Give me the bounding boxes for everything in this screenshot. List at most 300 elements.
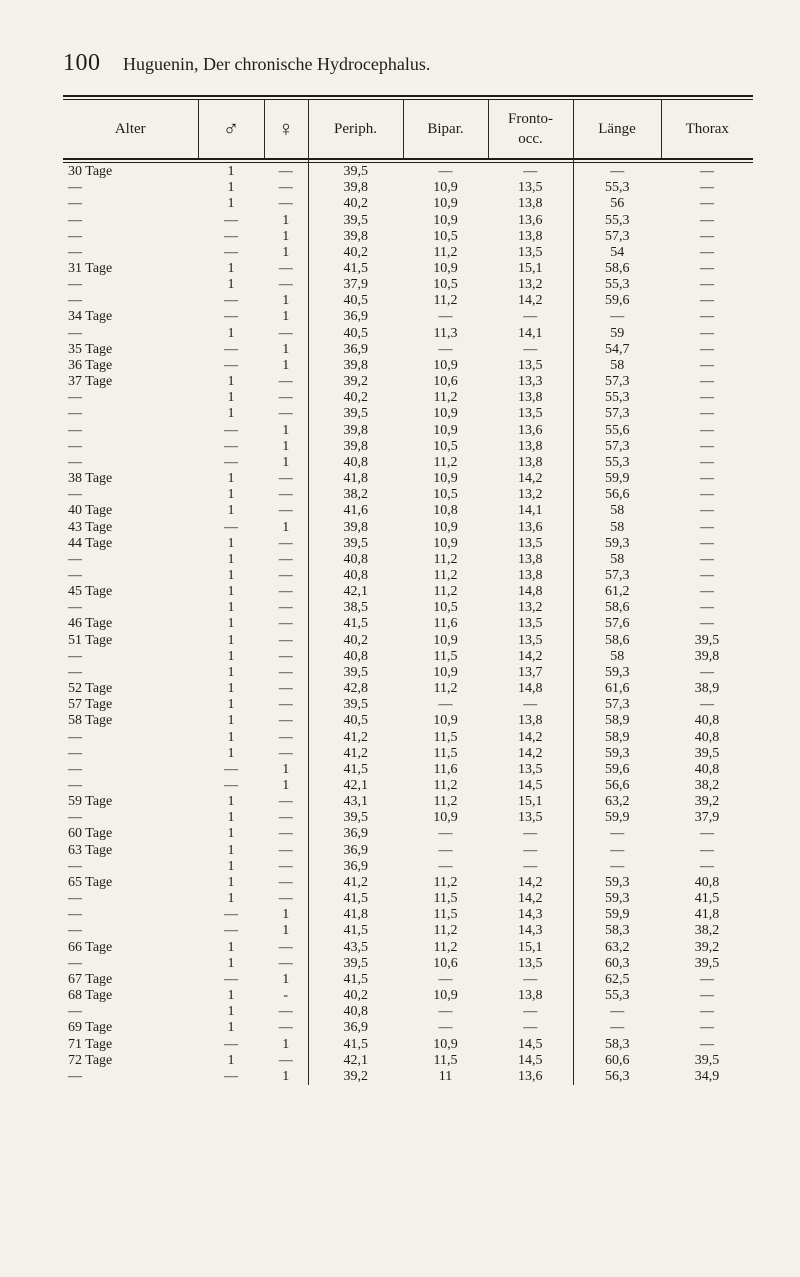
cell-bipar: 10,8 — [433, 503, 458, 519]
cell-thorax: — — [700, 390, 714, 406]
cell-thorax: — — [700, 164, 714, 180]
table-row — [63, 212, 753, 228]
table-row — [63, 681, 753, 697]
cell-laenge: 57,3 — [573, 697, 661, 713]
table-row — [63, 794, 753, 810]
cell-male: 1 — [227, 891, 235, 907]
cell-laenge: 55,3 — [573, 277, 661, 293]
cell-thorax: — — [700, 826, 714, 842]
cell-thorax: — — [700, 309, 714, 325]
cell-alter: — — [68, 745, 82, 761]
cell-male: 1 — [227, 826, 235, 842]
cell-thorax: 40,8 — [694, 874, 720, 890]
table-header-row — [63, 100, 753, 158]
cell-laenge: 58,6 — [573, 261, 661, 277]
cell-male: 1 — [227, 874, 235, 890]
cell-alter: — — [68, 422, 82, 438]
cell-female: 1 — [282, 778, 290, 794]
cell-thorax: — — [700, 261, 714, 277]
table-row — [63, 1036, 753, 1052]
cell-thorax: — — [700, 196, 714, 212]
cell-periph: 41,5 — [308, 261, 403, 277]
cell-laenge: 57,3 — [573, 568, 661, 584]
cell-bipar: 11,6 — [433, 616, 458, 632]
cell-laenge: 58 — [573, 552, 661, 568]
cell-periph: 42,1 — [308, 584, 403, 600]
cell-female: — — [278, 1004, 293, 1020]
cell-periph: 41,5 — [308, 762, 403, 778]
cell-female: — — [278, 842, 293, 858]
cell-female: — — [278, 826, 293, 842]
cell-periph: 39,2 — [308, 1069, 403, 1085]
cell-laenge: 56,3 — [573, 1069, 661, 1085]
cell-bipar: 10,9 — [433, 180, 458, 196]
cell-fronto-occ: 15,1 — [518, 794, 543, 810]
cell-fronto-occ: — — [523, 1004, 538, 1020]
cell-bipar: 11,2 — [433, 551, 458, 567]
cell-fronto-occ: — — [523, 826, 538, 842]
cell-female: — — [278, 810, 293, 826]
cell-periph: 36,9 — [308, 826, 403, 842]
cell-bipar: 10,6 — [433, 955, 458, 971]
cell-fronto-occ: 13,5 — [518, 244, 543, 260]
cell-female: — — [278, 584, 293, 600]
cell-bipar: 10,9 — [433, 519, 458, 535]
cell-male: — — [224, 309, 238, 325]
cell-bipar: 11,2 — [433, 293, 458, 309]
cell-female: — — [278, 261, 293, 277]
cell-male: 1 — [227, 664, 235, 680]
cell-periph: 40,5 — [308, 326, 403, 342]
cell-laenge: 59,9 — [573, 471, 661, 487]
cell-male: 1 — [227, 632, 235, 648]
column-header-male: ♂ — [198, 100, 264, 158]
cell-thorax: — — [700, 1004, 714, 1020]
cell-thorax: — — [700, 325, 714, 341]
cell-thorax: 39,5 — [694, 745, 720, 761]
cell-male: 1 — [227, 180, 235, 196]
cell-periph: 43,1 — [308, 794, 403, 810]
cell-female: 1 — [282, 454, 290, 470]
cell-fronto-occ: — — [523, 164, 538, 180]
cell-fronto-occ: — — [523, 697, 538, 713]
cell-male: 1 — [227, 681, 235, 697]
table-row — [63, 713, 753, 729]
cell-bipar: 11 — [438, 1068, 453, 1084]
cell-female: 1 — [282, 357, 290, 373]
cell-bipar: 11,2 — [433, 923, 458, 939]
cell-alter: — — [68, 664, 82, 680]
cell-alter: — — [68, 761, 82, 777]
cell-alter: 58 Tage — [68, 713, 113, 729]
cell-thorax: 37,9 — [694, 810, 720, 826]
cell-laenge: 55,3 — [573, 212, 661, 228]
cell-male: — — [224, 422, 238, 438]
table-row — [63, 729, 753, 745]
cell-periph: 39,2 — [308, 374, 403, 390]
cell-alter: 51 Tage — [68, 632, 113, 648]
cell-male: 1 — [227, 196, 235, 212]
cell-laenge: 55,3 — [573, 180, 661, 196]
cell-fronto-occ: 13,6 — [518, 519, 543, 535]
cell-periph: 40,8 — [308, 552, 403, 568]
cell-laenge: 62,5 — [573, 972, 661, 988]
cell-male: — — [224, 1068, 238, 1084]
cell-female: — — [278, 858, 293, 874]
page-header — [63, 50, 763, 82]
cell-bipar: 11,2 — [433, 778, 458, 794]
cell-male: 1 — [227, 697, 235, 713]
cell-periph: 39,5 — [308, 956, 403, 972]
cell-alter: — — [68, 600, 82, 616]
cell-alter: 35 Tage — [68, 341, 113, 357]
table-row — [63, 229, 753, 245]
cell-female: — — [278, 374, 293, 390]
cell-fronto-occ: 13,8 — [518, 551, 543, 567]
cell-alter: 43 Tage — [68, 519, 113, 535]
cell-female: — — [278, 713, 293, 729]
cell-laenge: 55,3 — [573, 390, 661, 406]
table-row — [63, 843, 753, 859]
fronto-line-2: occ. — [518, 131, 543, 147]
cell-laenge: 63,2 — [573, 940, 661, 956]
cell-laenge: 59,3 — [573, 536, 661, 552]
cell-periph: 41,5 — [308, 923, 403, 939]
cell-fronto-occ: 14,2 — [518, 874, 543, 890]
cell-bipar: 11,5 — [433, 729, 458, 745]
cell-male: — — [224, 454, 238, 470]
cell-periph: 42,1 — [308, 1053, 403, 1069]
cell-bipar: 10,5 — [433, 438, 458, 454]
cell-fronto-occ: 14,5 — [518, 778, 543, 794]
cell-fronto-occ: 13,8 — [518, 988, 543, 1004]
cell-male: 1 — [227, 567, 235, 583]
table-row — [63, 584, 753, 600]
cell-fronto-occ: 13,6 — [518, 422, 543, 438]
cell-male: 1 — [227, 648, 235, 664]
cell-bipar: 11,2 — [433, 567, 458, 583]
cell-bipar: 11,2 — [433, 874, 458, 890]
cell-periph: 41,2 — [308, 729, 403, 745]
cell-alter: — — [68, 244, 82, 260]
cell-alter: 71 Tage — [68, 1036, 113, 1052]
cell-fronto-occ: 13,2 — [518, 600, 543, 616]
cell-female: — — [278, 1020, 293, 1036]
cell-laenge: 61,6 — [573, 681, 661, 697]
table-row — [63, 1004, 753, 1020]
cell-fronto-occ: 13,8 — [518, 567, 543, 583]
cell-bipar: 10,5 — [433, 228, 458, 244]
cell-alter: 44 Tage — [68, 535, 113, 551]
cell-periph: 40,2 — [308, 245, 403, 261]
cell-laenge: 55,3 — [573, 988, 661, 1004]
cell-laenge: 56 — [573, 196, 661, 212]
cell-male: 1 — [227, 616, 235, 632]
cell-alter: — — [68, 454, 82, 470]
table-row — [63, 342, 753, 358]
cell-female: — — [278, 567, 293, 583]
cell-laenge: — — [573, 309, 661, 325]
table-row — [63, 1020, 753, 1036]
cell-thorax: — — [700, 406, 714, 422]
table-row — [63, 358, 753, 374]
table-row — [63, 891, 753, 907]
cell-laenge: 59 — [573, 326, 661, 342]
cell-periph: 39,5 — [308, 665, 403, 681]
cell-bipar: 10,9 — [433, 212, 458, 228]
cell-female: 1 — [282, 244, 290, 260]
cell-fronto-occ: 13,5 — [518, 180, 543, 196]
cell-female: — — [278, 277, 293, 293]
table-row — [63, 762, 753, 778]
cell-alter: — — [68, 390, 82, 406]
cell-male: — — [224, 341, 238, 357]
cell-bipar: 11,5 — [433, 745, 458, 761]
table-row — [63, 158, 753, 180]
cell-bipar: — — [438, 697, 453, 713]
cell-laenge: 59,3 — [573, 875, 661, 891]
cell-bipar: 11,2 — [433, 244, 458, 260]
table-row — [63, 568, 753, 584]
cell-periph: 40,5 — [308, 293, 403, 309]
cell-male: — — [224, 293, 238, 309]
cell-male: 1 — [227, 794, 235, 810]
cell-alter: — — [68, 1068, 82, 1084]
cell-laenge: 59,3 — [573, 746, 661, 762]
cell-alter: — — [68, 551, 82, 567]
cell-alter: 34 Tage — [68, 309, 113, 325]
cell-periph: 39,5 — [308, 158, 403, 180]
cell-male: — — [224, 212, 238, 228]
cell-female: — — [278, 874, 293, 890]
cell-thorax: — — [700, 454, 714, 470]
table-row — [63, 406, 753, 422]
cell-alter: — — [68, 729, 82, 745]
table-row — [63, 826, 753, 842]
table-row — [63, 390, 753, 406]
cell-bipar: — — [438, 1020, 453, 1036]
table-row — [63, 261, 753, 277]
cell-bipar: 10,6 — [433, 374, 458, 390]
cell-thorax: 40,8 — [694, 729, 720, 745]
table-row — [63, 649, 753, 665]
cell-alter: 45 Tage — [68, 584, 113, 600]
cell-thorax: — — [700, 374, 714, 390]
cell-thorax: — — [700, 971, 714, 987]
cell-bipar: 11,2 — [433, 390, 458, 406]
cell-male: — — [224, 357, 238, 373]
cell-fronto-occ: 14,8 — [518, 584, 543, 600]
cell-laenge: 57,3 — [573, 406, 661, 422]
cell-fronto-occ: 13,6 — [518, 1068, 543, 1084]
cell-female: — — [278, 681, 293, 697]
cell-alter: — — [68, 487, 82, 503]
cell-male: 1 — [227, 164, 235, 180]
column-header-laenge: Länge — [573, 100, 661, 158]
cell-alter: — — [68, 293, 82, 309]
cell-thorax: — — [700, 1020, 714, 1036]
cell-laenge: 59,3 — [573, 891, 661, 907]
cell-male: — — [224, 907, 238, 923]
cell-laenge: 59,9 — [573, 907, 661, 923]
cell-male: 1 — [227, 390, 235, 406]
cell-male: 1 — [227, 487, 235, 503]
table-row — [63, 665, 753, 681]
table-top-rule — [63, 95, 753, 97]
cell-male: 1 — [227, 939, 235, 955]
cell-female: 1 — [282, 228, 290, 244]
cell-female: — — [278, 164, 293, 180]
cell-fronto-occ: 14,2 — [518, 293, 543, 309]
cell-fronto-occ: 14,2 — [518, 891, 543, 907]
cell-female: — — [278, 648, 293, 664]
table-row — [63, 309, 753, 325]
cell-female: 1 — [282, 923, 290, 939]
table-row — [63, 810, 753, 826]
fronto-line-1: Fronto- — [508, 111, 553, 127]
cell-male: 1 — [227, 471, 235, 487]
cell-male: 1 — [227, 600, 235, 616]
cell-alter: 46 Tage — [68, 616, 113, 632]
table-row — [63, 940, 753, 956]
cell-alter: — — [68, 648, 82, 664]
cell-bipar: — — [438, 842, 453, 858]
cell-bipar: 11,3 — [433, 325, 458, 341]
cell-female: — — [278, 955, 293, 971]
cell-laenge: 56,6 — [573, 487, 661, 503]
cell-alter: — — [68, 923, 82, 939]
cell-alter: 36 Tage — [68, 357, 113, 373]
cell-fronto-occ: 13,5 — [518, 535, 543, 551]
cell-male: 1 — [227, 261, 235, 277]
cell-fronto-occ: 14,8 — [518, 681, 543, 697]
cell-laenge: 58,3 — [573, 923, 661, 939]
cell-laenge: 60,3 — [573, 956, 661, 972]
cell-laenge: 54 — [573, 245, 661, 261]
cell-bipar: 11,2 — [433, 939, 458, 955]
cell-periph: 39,5 — [308, 810, 403, 826]
cell-periph: 43,5 — [308, 940, 403, 956]
cell-female: - — [283, 988, 289, 1004]
cell-male: — — [224, 228, 238, 244]
cell-thorax: 38,2 — [694, 778, 720, 794]
cell-periph: 39,8 — [308, 439, 403, 455]
cell-periph: 39,5 — [308, 212, 403, 228]
cell-periph: 39,8 — [308, 519, 403, 535]
table-row — [63, 423, 753, 439]
table-row — [63, 196, 753, 212]
cell-male: 1 — [227, 810, 235, 826]
cell-female: — — [278, 891, 293, 907]
cell-bipar: 11,2 — [433, 681, 458, 697]
cell-laenge: — — [573, 1004, 661, 1020]
cell-thorax: — — [700, 584, 714, 600]
cell-thorax: 39,2 — [694, 794, 720, 810]
cell-male: 1 — [227, 535, 235, 551]
cell-alter: 40 Tage — [68, 503, 113, 519]
cell-alter: — — [68, 778, 82, 794]
cell-thorax: — — [700, 842, 714, 858]
cell-male: 1 — [227, 1020, 235, 1036]
cell-bipar: 11,5 — [433, 891, 458, 907]
cell-male: 1 — [227, 325, 235, 341]
cell-male: — — [224, 971, 238, 987]
table-row — [63, 956, 753, 972]
cell-female: — — [278, 616, 293, 632]
table-row — [63, 875, 753, 891]
cell-bipar: — — [438, 971, 453, 987]
cell-alter: — — [68, 858, 82, 874]
cell-thorax: — — [700, 438, 714, 454]
cell-periph: 41,2 — [308, 875, 403, 891]
table-row — [63, 697, 753, 713]
cell-periph: 41,8 — [308, 471, 403, 487]
cell-periph: 36,9 — [308, 1020, 403, 1036]
cell-laenge: 59,6 — [573, 293, 661, 309]
cell-periph: 40,2 — [308, 196, 403, 212]
cell-laenge: 63,2 — [573, 794, 661, 810]
table-row — [63, 552, 753, 568]
cell-fronto-occ: 13,5 — [518, 357, 543, 373]
cell-periph: 41,8 — [308, 907, 403, 923]
cell-male: 1 — [227, 406, 235, 422]
cell-laenge: 58,3 — [573, 1036, 661, 1052]
table-body — [63, 158, 753, 1085]
cell-periph: 36,9 — [308, 342, 403, 358]
cell-periph: 41,5 — [308, 616, 403, 632]
cell-fronto-occ: 14,5 — [518, 1052, 543, 1068]
table-row — [63, 1069, 753, 1085]
cell-female: — — [278, 632, 293, 648]
table-row — [63, 471, 753, 487]
cell-fronto-occ: — — [523, 971, 538, 987]
cell-male: — — [224, 519, 238, 535]
cell-female: 1 — [282, 293, 290, 309]
cell-fronto-occ: — — [523, 341, 538, 357]
cell-thorax: 39,5 — [694, 955, 720, 971]
cell-fronto-occ: 13,7 — [518, 664, 543, 680]
cell-alter: 67 Tage — [68, 971, 113, 987]
cell-periph: 38,2 — [308, 487, 403, 503]
cell-bipar: 10,9 — [433, 261, 458, 277]
cell-alter: 59 Tage — [68, 794, 113, 810]
cell-periph: 40,2 — [308, 390, 403, 406]
table-row — [63, 326, 753, 342]
cell-periph: 39,5 — [308, 697, 403, 713]
cell-female: — — [278, 406, 293, 422]
cell-male: 1 — [227, 988, 235, 1004]
cell-male: 1 — [227, 842, 235, 858]
cell-periph: 42,8 — [308, 681, 403, 697]
cell-female: — — [278, 729, 293, 745]
cell-fronto-occ: 13,6 — [518, 212, 543, 228]
cell-bipar: 10,9 — [433, 988, 458, 1004]
cell-thorax: — — [700, 341, 714, 357]
cell-fronto-occ: — — [523, 858, 538, 874]
cell-thorax: — — [700, 551, 714, 567]
cell-female: — — [278, 1052, 293, 1068]
cell-periph: 39,8 — [308, 423, 403, 439]
cell-fronto-occ: 13,8 — [518, 390, 543, 406]
cell-laenge: 59,9 — [573, 810, 661, 826]
cell-alter: 52 Tage — [68, 681, 113, 697]
cell-female: — — [278, 551, 293, 567]
cell-bipar: 10,9 — [433, 471, 458, 487]
cell-fronto-occ: 13,8 — [518, 228, 543, 244]
cell-alter: 66 Tage — [68, 939, 113, 955]
column-header-bipar: Bipar. — [403, 100, 488, 158]
cell-male: 1 — [227, 729, 235, 745]
